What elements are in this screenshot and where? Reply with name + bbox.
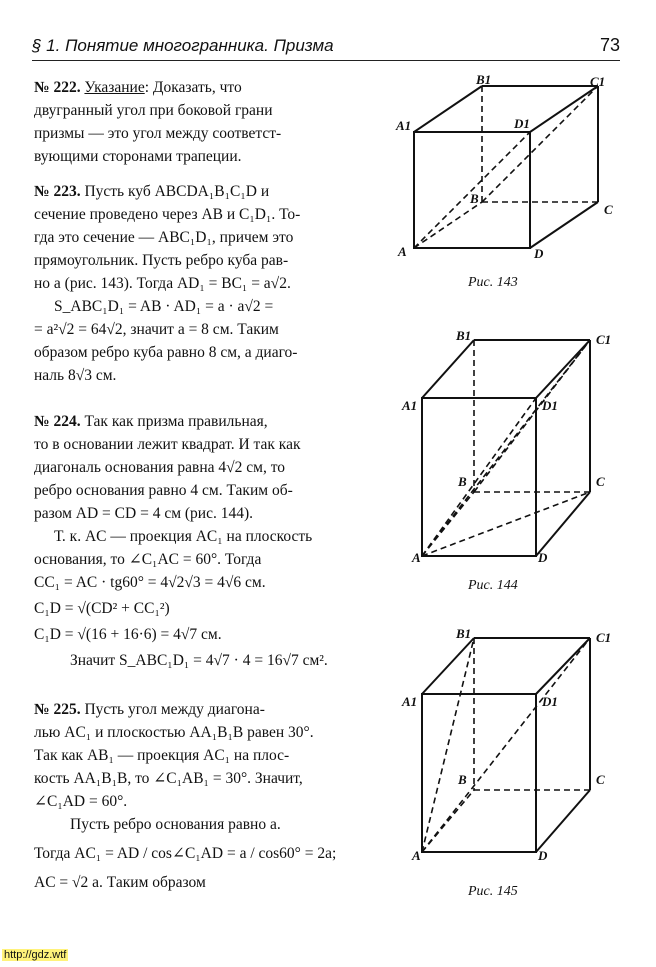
vertex-label: B: [458, 474, 467, 489]
vertex-label: B: [470, 191, 479, 206]
problem-text: диагональ основания равна 4√2 см, то: [34, 459, 286, 476]
problem-text: образом ребро куба равно 8 см, а диаго-: [34, 344, 298, 361]
vertex-label: D1: [542, 694, 558, 709]
section-diagonal: [482, 86, 598, 202]
problem-222-line-0: [34, 76, 374, 99]
prism-edge: [422, 638, 474, 694]
vertex-label: B1: [456, 328, 472, 343]
problem-224: [34, 410, 374, 672]
problem-text: Т. к. AC — проекция AC₁ на плоскость: [54, 528, 313, 545]
vertex-label: A1: [396, 118, 412, 133]
problem-222: [34, 76, 374, 168]
problem-number: № 225.: [34, 701, 81, 718]
figure-caption: Рис. 144: [468, 578, 518, 593]
vertex-label: D: [534, 246, 544, 261]
problem-text: сечение проведено через AB и C₁D₁. То-: [34, 206, 301, 223]
figure-caption: Рис. 143: [468, 275, 518, 290]
vertex-label: C: [596, 474, 605, 489]
watermark-url[interactable]: http://gdz.wtf: [4, 949, 67, 961]
problem-225-line-0: [34, 698, 374, 721]
prism-front-face: [422, 694, 536, 852]
problem-text: основания, то ∠C₁AC = 60°. Тогда: [34, 551, 262, 568]
problem-225: [34, 698, 374, 894]
problem-text: Пусть угол между диагона-: [84, 701, 265, 718]
vertex-label: B: [458, 772, 467, 787]
hidden-edge: [414, 202, 482, 248]
section-diagonal: [422, 398, 536, 556]
cube-edge: [414, 86, 482, 132]
vertex-label: C: [604, 202, 613, 217]
formula-line: C₁D = √(16 + 16·6) = 4√7 см.: [34, 626, 222, 643]
problem-text: Так как призма правильная,: [84, 413, 268, 430]
formula-line: S_ABC₁D₁ = AB · AD₁ = a · a√2 =: [54, 298, 274, 315]
formula-line: Тогда AC₁ = AD / cos∠C₁AD = a / cos60° = 2a;: [34, 845, 337, 862]
problem-223-line-0: [34, 180, 374, 203]
problem-number: № 224.: [34, 413, 81, 430]
problem-223: [34, 180, 374, 387]
problem-number: № 223.: [34, 183, 81, 200]
vertex-label: C1: [596, 630, 612, 645]
formula-line: C₁D = √(CD² + CC₁²): [34, 600, 170, 617]
problem-text: ребро основания равно 4 см. Таким об-: [34, 482, 293, 499]
problem-text: Пусть ребро основания равно a.: [70, 816, 281, 833]
problem-text: = a²√2 = 64√2, значит a = 8 см. Таким: [34, 321, 279, 338]
problem-text: прямоугольник. Пусть ребро куба рав-: [34, 252, 289, 269]
problem-text: ∠C₁AD = 60°.: [34, 793, 128, 810]
prism-edge: [536, 790, 590, 852]
hint-label: Указание: [84, 79, 145, 96]
formula-line: Значит S_ABC₁D₁ = 4√7 · 4 = 16√7 см².: [70, 652, 328, 669]
vertex-label: D1: [542, 398, 558, 413]
figure-145-prism: [392, 620, 622, 870]
prism-edge: [536, 638, 590, 694]
problem-text: лью AC₁ и плоскостью AA₁B₁B равен 30°.: [34, 724, 314, 741]
vertex-label: A: [412, 848, 421, 863]
problem-text: наль 8√3 см.: [34, 367, 117, 384]
vertex-label: C1: [596, 332, 612, 347]
problem-224-line-0: [34, 410, 374, 433]
figure-caption: Рис. 145: [468, 884, 518, 899]
problem-text: Пусть куб ABCDA₁B₁C₁D и: [84, 183, 270, 200]
problem-number: № 222.: [34, 79, 81, 96]
prism-edge: [536, 340, 590, 398]
formula-line: CC₁ = AC · tg60° = 4√2√3 = 4√6 см.: [34, 574, 266, 591]
cube-edge: [530, 202, 598, 248]
vertex-label: A1: [402, 398, 418, 413]
problem-text: Так как AB₁ — проекция AC₁ на плос-: [34, 747, 290, 764]
figure-144-prism: [392, 318, 622, 572]
problem-text: двугранный угол при боковой грани: [34, 102, 273, 119]
problem-text: то в основании лежит квадрат. И так как: [34, 436, 301, 453]
problem-text: гда это сечение — ABC₁D₁, причем это: [34, 229, 294, 246]
vertex-label: D: [538, 550, 548, 565]
section-title: § 1. Понятие многогранника. Призма: [32, 36, 334, 55]
problem-text: но a (рис. 143). Тогда AD₁ = BC₁ = a√2.: [34, 275, 291, 292]
cube-edge: [530, 86, 598, 132]
figure-143-cube: [392, 72, 622, 262]
page-header: [32, 34, 620, 61]
vertex-label: C1: [590, 74, 606, 89]
prism-edge: [422, 340, 474, 398]
vertex-label: A1: [402, 694, 418, 709]
vertex-label: A: [398, 244, 407, 259]
problem-text: разом AD = CD = 4 см (рис. 144).: [34, 505, 254, 522]
page-number: 73: [599, 35, 620, 55]
problem-text: вующими сторонами трапеции.: [34, 148, 242, 165]
vertex-label: D1: [514, 116, 530, 131]
problem-text: кость AA₁B₁B, то ∠C₁AB₁ = 30°. Значит,: [34, 770, 303, 787]
vertex-label: B1: [476, 72, 492, 87]
vertex-label: A: [412, 550, 421, 565]
formula-line: AC = √2 a. Таким образом: [34, 874, 206, 891]
vertex-label: B1: [456, 626, 472, 641]
problem-text: призмы — это угол между соответст-: [34, 125, 282, 142]
problem-text: : Доказать, что: [144, 79, 242, 96]
vertex-label: D: [538, 848, 548, 863]
vertex-label: C: [596, 772, 605, 787]
section-diagonal: [414, 132, 530, 248]
